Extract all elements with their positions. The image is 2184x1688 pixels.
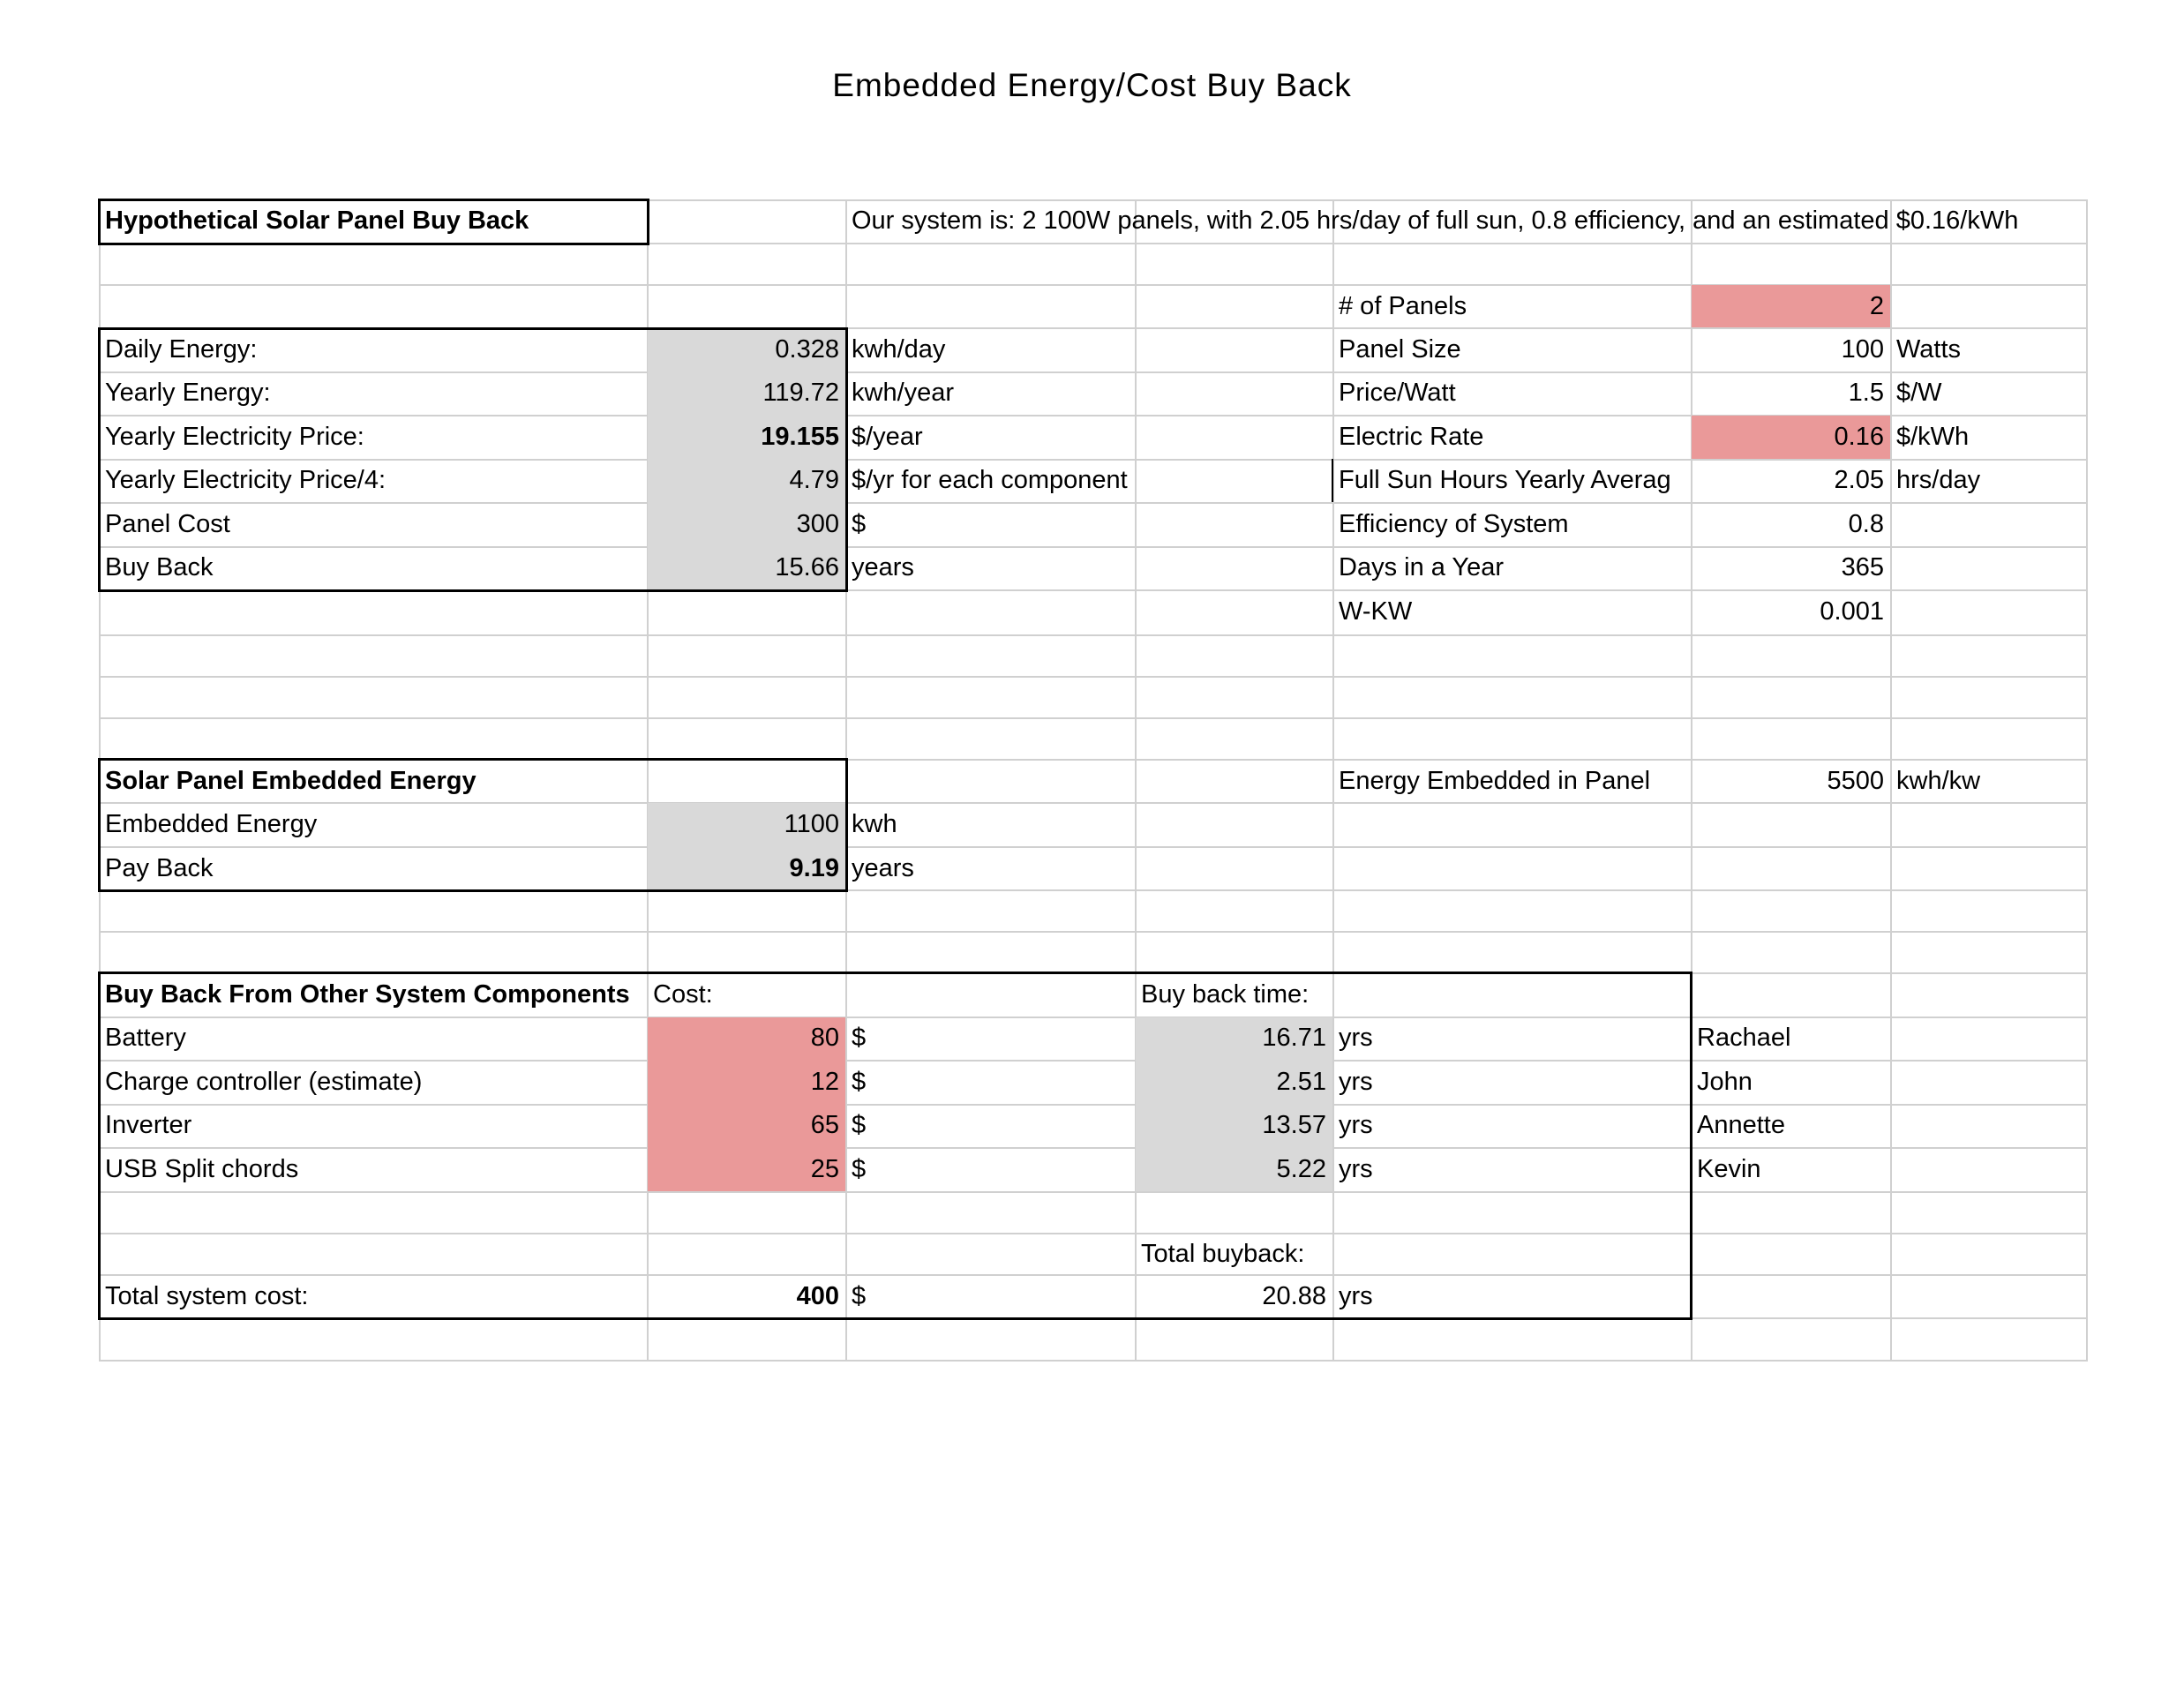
param-unit [1890, 546, 2086, 589]
component-person: Kevin [1697, 1155, 1761, 1183]
pay-back-unit: years [852, 854, 914, 882]
total-buyback-value[interactable]: 20.88 [1262, 1282, 1326, 1310]
component-time-unit: yrs [1339, 1155, 1373, 1183]
yearly-price-quarter-unit: $/yr for each component [852, 466, 1128, 494]
component-cost[interactable]: 12 [810, 1068, 839, 1096]
component-cost[interactable]: 65 [810, 1111, 839, 1139]
component-label: Inverter [105, 1111, 192, 1139]
component-time[interactable]: 5.22 [1276, 1155, 1326, 1183]
panel-embedded-unit: kwh/kw [1896, 767, 1981, 795]
buy-back-label: Buy Back [105, 553, 214, 581]
buy-back-value[interactable]: 15.66 [775, 553, 839, 581]
cost-header: Cost: [653, 980, 713, 1009]
yearly-price-quarter-label: Yearly Electricity Price/4: [105, 466, 387, 494]
panel-embedded-value[interactable]: 5500 [1827, 767, 1884, 795]
system-note: Our system is: 2 100W panels, with 2.05 hrs/day of full sun, 0.8 efficiency, and an estimated $0.16/kWh [852, 206, 2019, 235]
total-cost-label: Total system cost: [105, 1282, 309, 1310]
component-label: Charge controller (estimate) [105, 1068, 423, 1096]
panel-cost-label: Panel Cost [105, 510, 230, 538]
param-value[interactable]: 2.05 [1834, 466, 1884, 494]
param-label: W-KW [1339, 597, 1413, 626]
param-label: # of Panels [1339, 292, 1467, 320]
total-cost-value[interactable]: 400 [796, 1282, 839, 1310]
param-label: Efficiency of System [1339, 510, 1569, 538]
component-person: Rachael [1697, 1024, 1791, 1052]
component-cost-unit: $ [852, 1155, 867, 1183]
hypothetical-header: Hypothetical Solar Panel Buy Back [105, 206, 529, 235]
param-unit [1890, 285, 2086, 328]
params-divider [1332, 459, 1333, 502]
component-time[interactable]: 2.51 [1276, 1068, 1326, 1096]
daily-energy-value[interactable]: 0.328 [775, 335, 839, 364]
panel-embedded-label: Energy Embedded in Panel [1339, 767, 1651, 795]
component-time-unit: yrs [1339, 1068, 1373, 1096]
pay-back-value[interactable]: 9.19 [789, 854, 839, 882]
param-value[interactable]: 0.8 [1848, 510, 1884, 538]
param-unit [1890, 590, 2086, 634]
panel-cost-unit: $ [852, 510, 867, 538]
param-label: Full Sun Hours Yearly Averag [1339, 466, 1671, 494]
param-unit [1890, 503, 2086, 546]
param-unit: $/W [1896, 379, 1942, 407]
components-header: Buy Back From Other System Components [105, 980, 630, 1009]
component-cost-unit: $ [852, 1111, 867, 1139]
embedded-energy-unit: kwh [852, 810, 897, 838]
param-value[interactable]: 1.5 [1848, 379, 1884, 407]
component-person: John [1697, 1068, 1752, 1096]
component-cost[interactable]: 25 [810, 1155, 839, 1183]
param-label: Electric Rate [1339, 423, 1484, 451]
param-value[interactable]: 2 [1869, 292, 1884, 320]
param-unit: $/kWh [1896, 423, 1970, 451]
param-unit: hrs/day [1896, 466, 1981, 494]
embedded-energy-label: Embedded Energy [105, 810, 318, 838]
component-cost[interactable]: 80 [810, 1024, 839, 1052]
component-label: USB Split chords [105, 1155, 299, 1183]
component-time[interactable]: 13.57 [1262, 1111, 1326, 1139]
component-person: Annette [1697, 1111, 1785, 1139]
component-time-unit: yrs [1339, 1111, 1373, 1139]
component-cost-unit: $ [852, 1068, 867, 1096]
pay-back-label: Pay Back [105, 854, 214, 882]
daily-energy-unit: kwh/day [852, 335, 946, 364]
buyback-time-header: Buy back time: [1141, 980, 1310, 1009]
component-label: Battery [105, 1024, 186, 1052]
buy-back-unit: years [852, 553, 914, 581]
param-value[interactable]: 100 [1841, 335, 1884, 364]
param-label: Days in a Year [1339, 553, 1505, 581]
param-value[interactable]: 0.16 [1834, 423, 1884, 451]
param-value[interactable]: 0.001 [1820, 597, 1884, 626]
yearly-energy-label: Yearly Energy: [105, 379, 271, 407]
daily-energy-label: Daily Energy: [105, 335, 258, 364]
param-value[interactable]: 365 [1841, 553, 1884, 581]
yearly-price-label: Yearly Electricity Price: [105, 423, 364, 451]
yearly-energy-value[interactable]: 119.72 [762, 379, 839, 407]
component-time[interactable]: 16.71 [1262, 1024, 1326, 1052]
spreadsheet [99, 199, 2088, 1362]
embedded-energy-value[interactable]: 1100 [784, 810, 839, 838]
panel-cost-value[interactable]: 300 [796, 510, 839, 538]
yearly-price-quarter-value[interactable]: 4.79 [789, 466, 839, 494]
param-label: Price/Watt [1339, 379, 1456, 407]
total-buyback-label: Total buyback: [1141, 1240, 1305, 1268]
component-time-unit: yrs [1339, 1024, 1373, 1052]
yearly-price-value[interactable]: 19.155 [761, 423, 839, 451]
param-unit: Watts [1896, 335, 1962, 364]
yearly-energy-unit: kwh/year [852, 379, 955, 407]
page-title: Embedded Energy/Cost Buy Back [832, 67, 1352, 103]
yearly-price-unit: $/year [852, 423, 923, 451]
total-cost-unit: $ [852, 1282, 867, 1310]
param-label: Panel Size [1339, 335, 1461, 364]
component-cost-unit: $ [852, 1024, 867, 1052]
embedded-header: Solar Panel Embedded Energy [105, 767, 477, 795]
total-buyback-unit: yrs [1339, 1282, 1373, 1310]
